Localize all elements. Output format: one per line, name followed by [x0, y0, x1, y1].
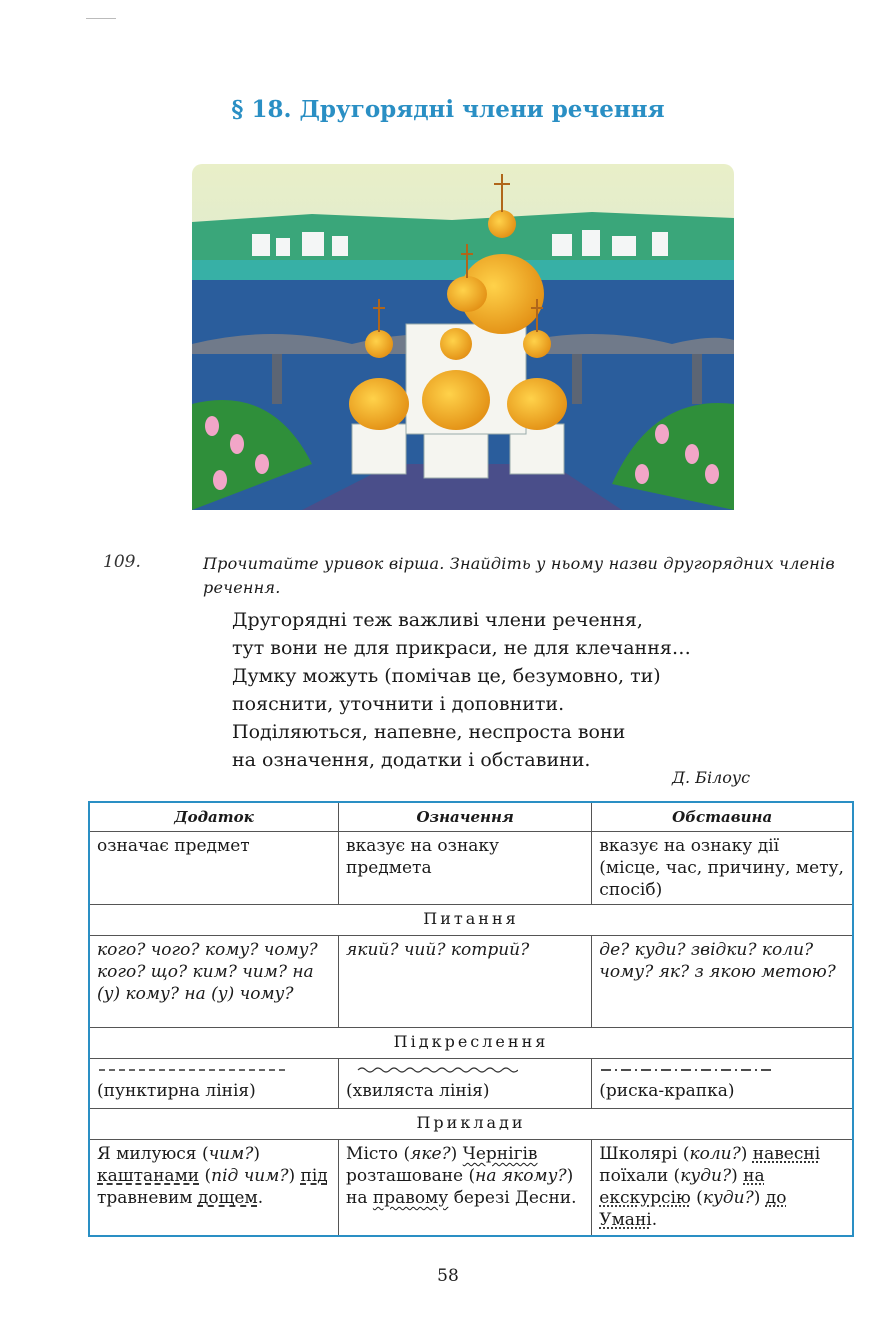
underlined-word: на екскурсію — [599, 1166, 765, 1208]
section-questions: Питання — [89, 905, 853, 936]
text: Місто ( — [346, 1144, 411, 1164]
secondary-members-table — [88, 801, 854, 1237]
underlined-word: Чернігів — [462, 1144, 538, 1164]
meaning-oznachennya: вказує на ознаку предмета — [339, 832, 592, 905]
example-oznachennya — [339, 1140, 592, 1236]
underlined-word: під — [300, 1166, 328, 1186]
questions-obstavyna: де? куди? звідки? коли? чому? як? з якою метою? — [592, 936, 853, 1028]
poem-line: Поділяються, напевне, неспроста вони — [232, 721, 626, 743]
question: куди? — [680, 1166, 732, 1186]
text: ( — [199, 1166, 212, 1186]
meaning-dodatok: означає предмет — [89, 832, 339, 905]
text: Школярі ( — [599, 1144, 690, 1164]
question: під чим? — [211, 1166, 289, 1186]
underlined-word: дощем — [197, 1188, 258, 1208]
table-row — [89, 1059, 853, 1109]
meaning-obstavyna: вказує на ознаку дії (місце, час, причину, мету, спосіб) — [592, 832, 853, 905]
dashed-line-icon — [99, 1066, 289, 1074]
question: куди? — [702, 1188, 754, 1208]
table-row — [89, 1140, 853, 1236]
underline-label: (пунктирна лінія) — [97, 1081, 256, 1101]
poem-line: Другорядні теж важливі члени речення, — [232, 609, 643, 631]
table-header-row — [89, 802, 853, 832]
text: ) — [288, 1166, 301, 1186]
underline-oznachennya — [339, 1059, 592, 1109]
cathedral-illustration — [192, 164, 734, 510]
question: коли? — [689, 1144, 741, 1164]
corner-mark — [86, 18, 116, 19]
example-dodatok — [89, 1140, 339, 1236]
page-number: 58 — [437, 1266, 459, 1286]
underlined-word: правому — [372, 1188, 449, 1208]
underline-label: (хвиляста лінія) — [346, 1081, 490, 1101]
questions-dodatok: кого? чого? кому? чому? кого? що? ким? чим? на (у) кому? на (у) чому? — [89, 936, 339, 1028]
text: ) — [731, 1166, 744, 1186]
table-row — [89, 936, 853, 1028]
underlined-word: навесні — [752, 1144, 821, 1164]
question: яке? — [410, 1144, 451, 1164]
question: на якому? — [475, 1166, 567, 1186]
poem-line: пояснити, уточнити і доповнити. — [232, 693, 565, 715]
text: ) — [740, 1144, 753, 1164]
text: . — [257, 1188, 264, 1208]
question: чим? — [208, 1144, 254, 1164]
text: ) на — [346, 1166, 574, 1208]
poem-line: на означення, додатки і обставини. — [232, 749, 591, 771]
underline-obstavyna — [592, 1059, 853, 1109]
header-obstavyna: Обставина — [592, 802, 853, 832]
text: . — [651, 1210, 658, 1230]
section-examples: Приклади — [89, 1109, 853, 1140]
questions-oznachennya: який? чий? котрий? — [339, 936, 592, 1028]
poem-author: Д. Білоус — [672, 768, 751, 787]
table-row — [89, 832, 853, 905]
underlined-word: до Умані — [599, 1188, 787, 1230]
text: поїхали ( — [599, 1166, 681, 1186]
page-title: § 18. Другорядні члени речення — [231, 96, 665, 123]
text: травневим — [97, 1188, 198, 1208]
text: розташоване ( — [346, 1166, 476, 1186]
section-underline: Підкреслення — [89, 1028, 853, 1059]
text: березі Десни. — [448, 1188, 577, 1208]
dash-dot-line-icon — [601, 1066, 771, 1074]
exercise-number: 109. — [103, 552, 141, 572]
header-oznachennya: Означення — [339, 802, 592, 832]
section-row — [89, 905, 853, 936]
text: ( — [690, 1188, 703, 1208]
underline-label: (риска-крапка) — [599, 1081, 735, 1101]
section-row — [89, 1028, 853, 1059]
text: ) — [753, 1188, 766, 1208]
text: ) — [253, 1144, 260, 1164]
underlined-word: каштанами — [97, 1166, 200, 1186]
text: Я милуюся ( — [97, 1144, 209, 1164]
underline-dodatok — [89, 1059, 339, 1109]
example-obstavyna — [592, 1140, 853, 1236]
text: ) — [450, 1144, 463, 1164]
poem-line: Думку можуть (помічав це, безумовно, ти) — [232, 665, 661, 687]
header-dodatok: Додаток — [89, 802, 339, 832]
exercise-instruction: Прочитайте уривок вірша. Знайдіть у ньому назви другорядних членів речення. — [203, 554, 835, 597]
section-row — [89, 1109, 853, 1140]
wavy-line-icon — [348, 1066, 518, 1074]
poem — [232, 606, 691, 774]
poem-line: тут вони не для прикраси, не для клечання… — [232, 637, 691, 659]
